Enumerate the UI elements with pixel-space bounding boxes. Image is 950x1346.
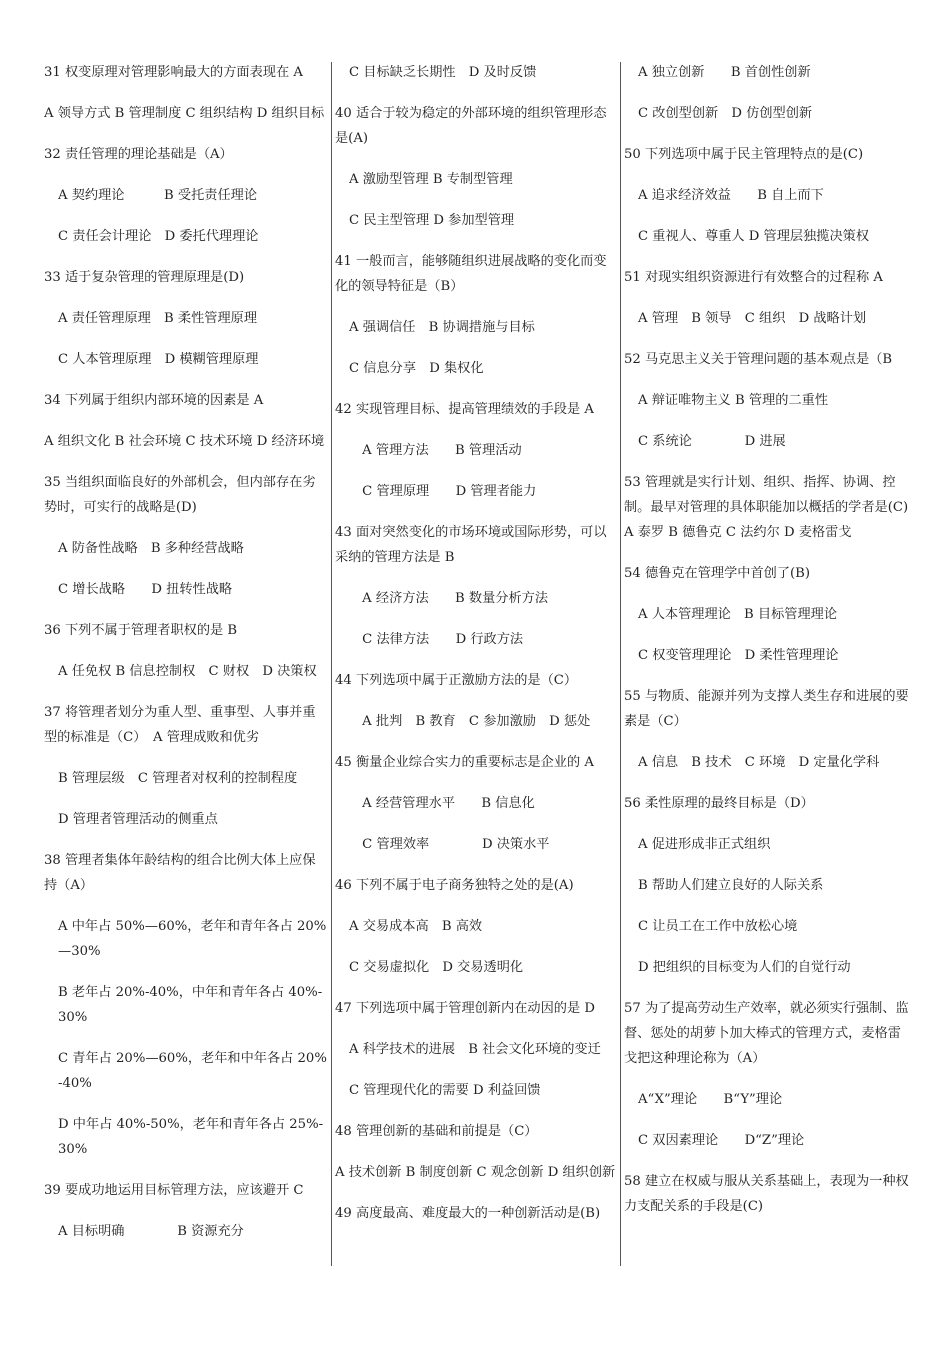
question-text: 52 马克思主义关于管理问题的基本观点是（B xyxy=(624,352,893,367)
question-text: 41 一般而言，能够随组织进展战略的变化而变化的领导特征是（B） xyxy=(335,254,607,294)
answer-options: D 把组织的目标变为人们的自觉行动 xyxy=(638,960,851,975)
answer-options: A 强调信任 B 协调措施与目标 xyxy=(349,320,535,335)
question-text: A 技术创新 B 制度创新 C 观念创新 D 组织创新 xyxy=(335,1165,616,1180)
answer-options: C 法律方法 D 行政方法 xyxy=(349,632,524,647)
answer-options: A 辩证唯物主义 B 管理的二重性 xyxy=(638,393,829,408)
question-text: 46 下列不属于电子商务独特之处的是(A) xyxy=(335,878,574,893)
answer-options: C 青年占 20%—60%，老年和中年各占 20%-40% xyxy=(58,1051,327,1091)
answer-options: A 追求经济效益 B 自上而下 xyxy=(638,188,824,203)
question-text: 38 管理者集体年龄结构的组合比例大体上应保持（A） xyxy=(44,853,316,893)
answer-options: C 双因素理论 D“Z”理论 xyxy=(638,1133,805,1148)
question-text: 33 适于复杂管理的管理原理是(D) xyxy=(44,270,245,285)
answer-options: C 信息分享 D 集权化 xyxy=(349,361,484,376)
column-2 xyxy=(335,60,618,1242)
answer-options: C 让员工在工作中放松心境 xyxy=(638,919,798,934)
question-text: 56 柔性原理的最终目标是（D） xyxy=(624,796,814,811)
answer-options: C 责任会计理论 D 委托代理理论 xyxy=(58,229,259,244)
answer-options: A 交易成本高 B 高效 xyxy=(349,919,483,934)
answer-options: A 责任管理原理 B 柔性管理原理 xyxy=(58,311,258,326)
question-text: 35 当组织面临良好的外部机会，但内部存在劣势时，可实行的战略是(D) xyxy=(44,475,316,515)
answer-options: A 目标明确 B 资源充分 xyxy=(58,1224,244,1239)
answer-options: C 民主型管理 D 参加型管理 xyxy=(349,213,515,228)
question-text: 48 管理创新的基础和前提是（C） xyxy=(335,1124,538,1139)
answer-options: A 任免权 B 信息控制权 C 财权 D 决策权 xyxy=(58,664,317,679)
answer-options: A 激励型管理 B 专制型管理 xyxy=(349,172,513,187)
answer-options: A 批判 B 教育 C 参加激励 D 惩处 xyxy=(349,714,591,729)
answer-options: C 目标缺乏长期性 D 及时反馈 xyxy=(349,65,537,80)
answer-options: A 科学技术的进展 B 社会文化环境的变迁 xyxy=(349,1042,601,1057)
question-text: 55 与物质、能源并列为支撑人类生存和进展的要素是（C） xyxy=(624,689,909,729)
answer-options: C 人本管理原理 D 模糊管理原理 xyxy=(58,352,259,367)
question-text: 31 权变原理对管理影响最大的方面表现在 A xyxy=(44,65,303,80)
answer-options: C 管理原理 D 管理者能力 xyxy=(349,484,537,499)
answer-options: A 契约理论 B 受托责任理论 xyxy=(58,188,258,203)
question-text: 49 高度最高、难度最大的一种创新活动是(B) xyxy=(335,1206,601,1221)
question-text: A 组织文化 B 社会环境 C 技术环境 D 经济环境 xyxy=(44,434,325,449)
question-text: 58 建立在权威与服从关系基础上，表现为一种权力支配关系的手段是(C) xyxy=(624,1174,909,1214)
answer-options: A 信息 B 技术 C 环境 D 定量化学科 xyxy=(638,755,880,770)
question-text: 50 下列选项中属于民主管理特点的是(C) xyxy=(624,147,864,162)
answer-options: C 交易虚拟化 D 交易透明化 xyxy=(349,960,524,975)
answer-options: B 管理层级 C 管理者对权利的控制程度 xyxy=(58,771,298,786)
question-text: 39 要成功地运用目标管理方法，应该避开 C xyxy=(44,1183,304,1198)
answer-options: B 帮助人们建立良好的人际关系 xyxy=(638,878,824,893)
question-text: 47 下列选项中属于管理创新内在动因的是 D xyxy=(335,1001,595,1016)
answer-options: A 防备性战略 B 多种经营战略 xyxy=(58,541,244,556)
question-text: 42 实现管理目标、提高管理绩效的手段是 A xyxy=(335,402,594,417)
column-3 xyxy=(624,60,912,1235)
answer-options: A 中年占 50%—60%，老年和青年各占 20%—30% xyxy=(58,919,327,959)
question-text: 51 对现实组织资源进行有效整合的过程称 A xyxy=(624,270,883,285)
answer-options: A 独立创新 B 首创性创新 xyxy=(638,65,811,80)
answer-options: A 人本管理理论 B 目标管理理论 xyxy=(638,607,838,622)
question-text: 54 德鲁克在管理学中首创了(B) xyxy=(624,566,811,581)
question-text: 45 衡量企业综合实力的重要标志是企业的 A xyxy=(335,755,594,770)
question-text: 34 下列属于组织内部环境的因素是 A xyxy=(44,393,264,408)
column-1 xyxy=(44,60,328,1260)
question-text: 36 下列不属于管理者职权的是 B xyxy=(44,623,238,638)
question-text: 44 下列选项中属于正激励方法的是（C） xyxy=(335,673,578,688)
answer-options: D 管理者管理活动的侧重点 xyxy=(58,812,218,827)
answer-options: A“X”理论 B“Y”理论 xyxy=(638,1092,783,1107)
question-text: A 领导方式 B 管理制度 C 组织结构 D 组织目标 xyxy=(44,106,325,121)
question-text: 43 面对突然变化的市场环境或国际形势，可以采纳的管理方法是 B xyxy=(335,525,607,565)
column-divider-1 xyxy=(331,62,332,1266)
answer-options: C 改创型创新 D 仿创型创新 xyxy=(638,106,813,121)
question-text: 53 管理就是实行计划、组织、指挥、协调、控制。最早对管理的具体职能加以概括的学者是(C) A 泰罗 B 德鲁克 C 法约尔 D 麦格雷戈 xyxy=(624,475,909,540)
question-text: 40 适合于较为稳定的外部环境的组织管理形态是(A) xyxy=(335,106,607,146)
answer-options: D 中年占 40%-50%，老年和青年各占 25%-30% xyxy=(58,1117,324,1157)
answer-options: C 系统论 D 进展 xyxy=(638,434,786,449)
answer-options: C 管理现代化的需要 D 利益回馈 xyxy=(349,1083,541,1098)
answer-options: A 经营管理水平 B 信息化 xyxy=(349,796,535,811)
answer-options: A 促进形成非正式组织 xyxy=(638,837,771,852)
question-text: 32 责任管理的理论基础是（A） xyxy=(44,147,233,162)
answer-options: B 老年占 20%-40%，中年和青年各占 40%-30% xyxy=(58,985,323,1025)
answer-options: C 管理效率 D 决策水平 xyxy=(349,837,550,852)
column-divider-2 xyxy=(620,62,621,1266)
question-text: 57 为了提高劳动生产效率，就必须实行强制、监督、惩处的胡萝卜加大棒式的管理方式，麦格雷戈把这种理论称为（A） xyxy=(624,1001,909,1066)
answer-options: A 经济方法 B 数量分析方法 xyxy=(349,591,549,606)
question-text: 37 将管理者划分为重人型、重事型、人事并重型的标准是（C） A 管理成败和优劣 xyxy=(44,705,316,745)
answer-options: C 权变管理理论 D 柔性管理理论 xyxy=(638,648,839,663)
answer-options: C 增长战略 D 扭转性战略 xyxy=(58,582,233,597)
answer-options: A 管理 B 领导 C 组织 D 战略计划 xyxy=(638,311,867,326)
answer-options: C 重视人、尊重人 D 管理层独揽决策权 xyxy=(638,229,870,244)
answer-options: A 管理方法 B 管理活动 xyxy=(349,443,522,458)
